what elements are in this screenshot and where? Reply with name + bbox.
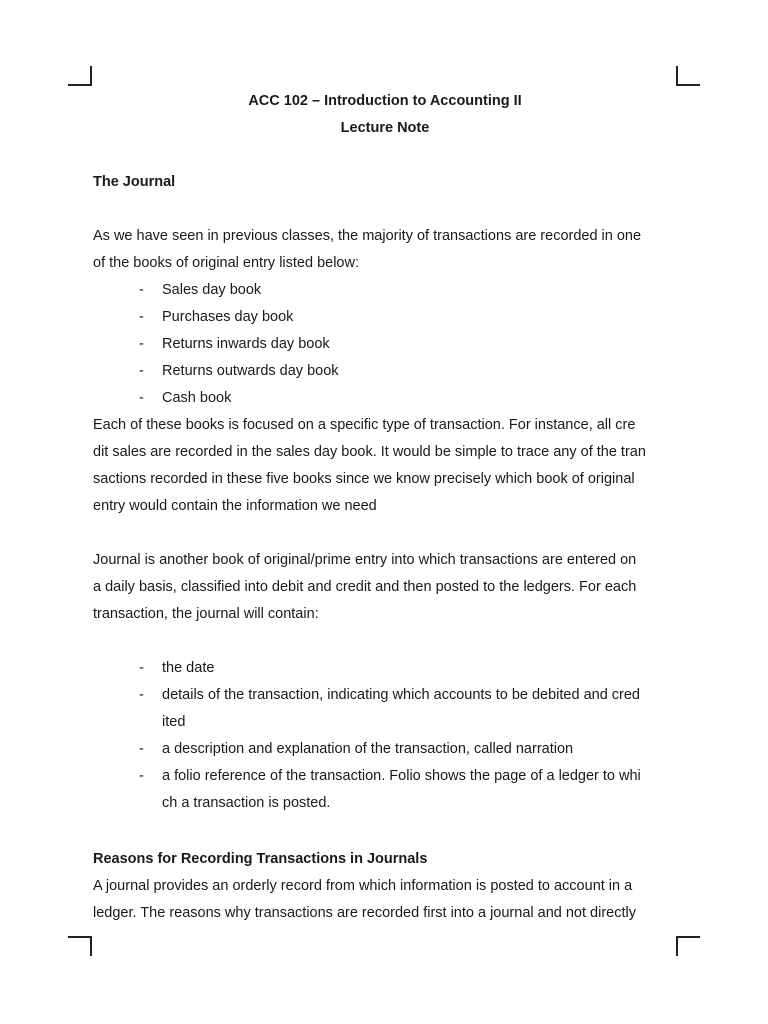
intro-line: As we have seen in previous classes, the majority of transactions are recorded in one	[93, 228, 642, 244]
journal-content-item: the date	[162, 660, 215, 676]
journal-content-item: details of the transaction, indicating which accounts to be debited and cred	[162, 687, 640, 703]
crop-mark-bottom-right	[676, 936, 700, 956]
bullet-marker: -	[139, 363, 144, 379]
bullet-marker: -	[139, 282, 144, 298]
paragraph-line: dit sales are recorded in the sales day book. It would be simple to trace any of the tran	[93, 444, 646, 460]
journal-paragraph-line: Journal is another book of original/prime entry into which transactions are entered on	[93, 552, 637, 568]
crop-mark-top-left	[68, 66, 92, 86]
reasons-paragraph-line: A journal provides an orderly record from which information is posted to account in a	[93, 878, 633, 894]
document-subtitle: Lecture Note	[340, 120, 430, 136]
paragraph-line: sactions recorded in these five books since we know precisely which book of original	[93, 471, 635, 487]
book-list-item: Returns outwards day book	[162, 363, 339, 379]
bullet-marker: -	[139, 336, 144, 352]
book-list-item: Cash book	[162, 390, 232, 406]
journal-content-item: a folio reference of the transaction. Folio shows the page of a ledger to whi	[162, 768, 641, 784]
book-list-item: Purchases day book	[162, 309, 294, 325]
book-list-item: Sales day book	[162, 282, 262, 298]
journal-content-item: ited	[162, 714, 186, 730]
section-heading-journal: The Journal	[93, 174, 176, 190]
bullet-marker: -	[139, 660, 144, 676]
journal-paragraph-line: a daily basis, classified into debit and credit and then posted to the ledgers. For each	[93, 579, 637, 595]
crop-mark-bottom-left	[68, 936, 92, 956]
bullet-marker: -	[139, 741, 144, 757]
bullet-marker: -	[139, 390, 144, 406]
crop-mark-top-right	[676, 66, 700, 86]
document-title: ACC 102 – Introduction to Accounting II	[248, 93, 522, 109]
book-list-item: Returns inwards day book	[162, 336, 330, 352]
journal-paragraph-line: transaction, the journal will contain:	[93, 606, 319, 622]
paragraph-line: entry would contain the information we need	[93, 498, 377, 514]
journal-content-item: ch a transaction is posted.	[162, 795, 331, 811]
intro-line: of the books of original entry listed below:	[93, 255, 359, 271]
paragraph-line: Each of these books is focused on a specific type of transaction. For instance, all cre	[93, 417, 636, 433]
bullet-marker: -	[139, 768, 144, 784]
journal-content-item: a description and explanation of the transaction, called narration	[162, 741, 574, 757]
reasons-paragraph-line: ledger. The reasons why transactions are recorded first into a journal and not directly	[93, 905, 636, 921]
bullet-marker: -	[139, 309, 144, 325]
bullet-marker: -	[139, 687, 144, 703]
section-heading-reasons: Reasons for Recording Transactions in Journals	[93, 851, 428, 867]
